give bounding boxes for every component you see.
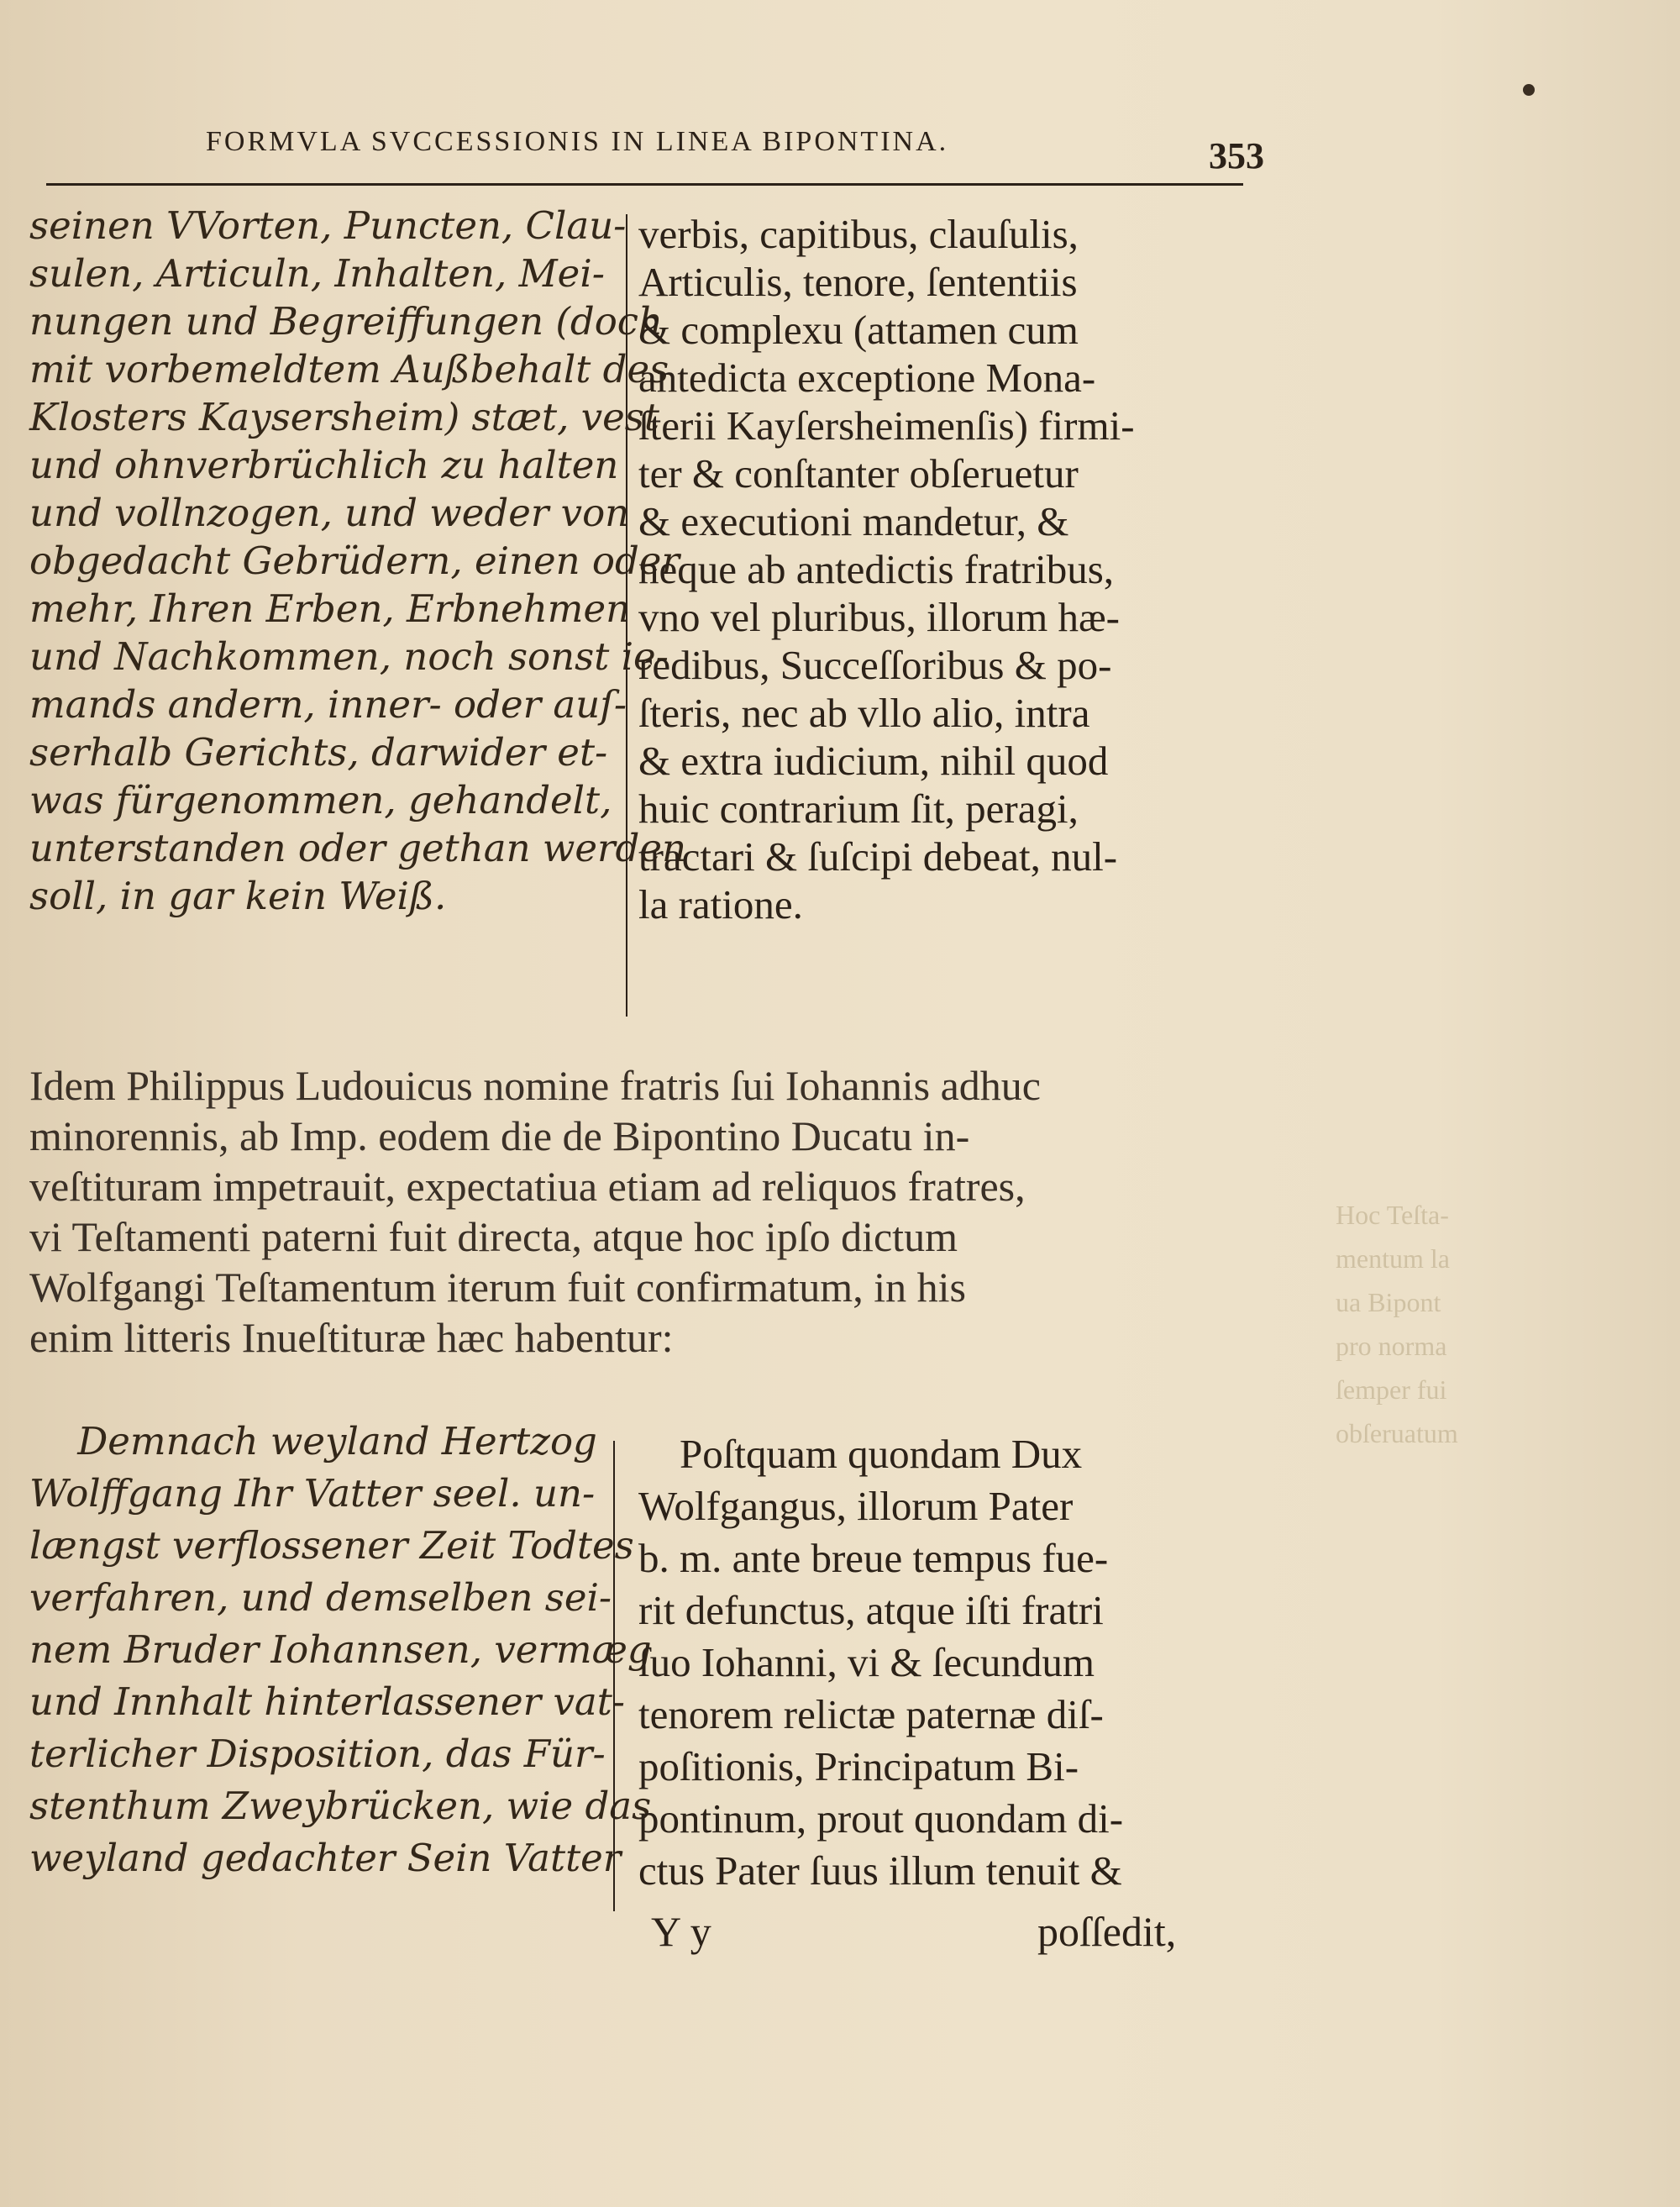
page-header — [206, 126, 1264, 176]
german-line: længst verflossener Zeit Todtes — [29, 1523, 634, 1568]
ink-spot — [1523, 84, 1535, 96]
paragraph-line: minorennis, ab Imp. eodem die de Bipontino Ducatu in- — [29, 1112, 970, 1159]
bleed-through-text — [1336, 1193, 1504, 1455]
german-line: Klosters Kaysersheim) stæt, vest — [29, 395, 659, 439]
latin-line: ſteris, nec ab vllo alio, intra — [638, 690, 1090, 736]
latin-line: pontinum, prout quondam di- — [638, 1795, 1124, 1842]
german-line: obgedacht Gebrüdern, einen oder — [29, 539, 680, 583]
latin-line: ctus Pater ſuus illum tenuit & — [638, 1847, 1122, 1894]
column-divider-2 — [613, 1441, 615, 1911]
german-line: unterstanden oder gethan werden — [29, 826, 686, 870]
body-paragraph — [29, 1060, 1231, 1363]
german-line: mit vorbemeldtem Außbehalt des — [29, 347, 669, 391]
german-line: stenthum Zweybrücken, wie das — [29, 1784, 652, 1828]
page-number: 353 — [1209, 135, 1264, 176]
latin-line: neque ab antedictis fratribus, — [638, 546, 1115, 592]
running-title: FORMVLA SVCCESSIONIS IN LINEA BIPONTINA. — [206, 126, 949, 157]
german-line: und vollnzogen, und weder von — [29, 491, 630, 535]
header-rule — [46, 183, 1243, 186]
german-line: mehr, Ihren Erben, Erbnehmen — [29, 586, 631, 631]
german-line: mands andern, inner- oder auſ- — [29, 682, 627, 727]
german-line: sulen, Articuln, Inhalten, Mei- — [29, 251, 605, 296]
latin-line: & extra iudicium, nihil quod — [638, 738, 1109, 784]
column-divider-1 — [626, 214, 627, 1017]
latin-column-2 — [638, 1428, 1226, 1897]
latin-line: antedicta exceptione Mona- — [638, 355, 1096, 401]
german-line: was fürgenommen, gehandelt, — [29, 778, 612, 822]
bleed-line: obſeruatum — [1336, 1418, 1458, 1448]
latin-line: vno vel pluribus, illorum hæ- — [638, 594, 1120, 640]
german-line: weyland gedachter Sein Vatter — [29, 1836, 622, 1880]
german-line: verfahren, und demselben sei- — [29, 1575, 612, 1620]
latin-line: tractari & ſuſcipi debeat, nul- — [638, 833, 1118, 880]
signature-mark: Y y — [651, 1908, 711, 1955]
paragraph-line: Idem Philippus Ludouicus nomine fratris ſui Iohannis adhuc — [29, 1062, 1041, 1109]
catchword: poſſedit, — [1037, 1908, 1177, 1955]
latin-line: & executioni mandetur, & — [638, 498, 1069, 544]
german-line: Wolffgang Ihr Vatter seel. un- — [29, 1471, 596, 1516]
latin-line: b. m. ante breue tempus fue- — [638, 1535, 1109, 1581]
latin-line: redibus, Succeſſoribus & po- — [638, 642, 1112, 688]
german-line: soll, in gar kein Weiß. — [29, 874, 447, 918]
latin-line: & complexu (attamen cum — [638, 307, 1079, 353]
latin-column-1 — [638, 210, 1243, 928]
bleed-line: Hoc Teſta- — [1336, 1200, 1449, 1230]
latin-line: Wolfgangus, illorum Pater — [638, 1483, 1074, 1529]
german-line: und ohnverbrüchlich zu halten — [29, 443, 619, 487]
german-line: Demnach weyland Hertzog — [29, 1419, 597, 1463]
latin-line: huic contrarium ſit, peragi, — [638, 786, 1079, 832]
paragraph-line: Wolfgangi Teſtamentum iterum fuit confirmatum, in his — [29, 1264, 966, 1311]
latin-line: ter & conſtanter obſeruetur — [638, 450, 1079, 497]
german-line: seinen VVorten, Puncten, Clau- — [29, 203, 627, 248]
paragraph-line: veſtituram impetrauit, expectatiua etiam ad reliquos fratres, — [29, 1163, 1026, 1210]
bleed-line: pro norma — [1336, 1331, 1447, 1361]
german-line: und Nachkommen, noch sonst ie- — [29, 634, 669, 679]
latin-line: Articulis, tenore, ſententiis — [638, 259, 1078, 305]
bleed-line: ua Bipont — [1336, 1287, 1441, 1317]
german-line: und Innhalt hinterlassener vat- — [29, 1679, 625, 1724]
bleed-line: ſemper fui — [1336, 1374, 1447, 1405]
latin-line: verbis, capitibus, clauſulis, — [638, 211, 1079, 257]
latin-line: la ratione. — [638, 881, 803, 927]
german-line: nem Bruder Iohannsen, vermæg — [29, 1627, 652, 1672]
german-column-2 — [29, 1416, 652, 1884]
latin-line: poſitionis, Principatum Bi- — [638, 1743, 1079, 1789]
latin-line: ſuo Iohanni, vi & ſecundum — [638, 1639, 1095, 1685]
german-column-1 — [29, 202, 686, 920]
german-line: terlicher Disposition, das Für- — [29, 1731, 606, 1776]
latin-line: ſterii Kayſersheimenſis) firmi- — [638, 402, 1135, 449]
paragraph-line: enim litteris Inueſtituræ hæc habentur: — [29, 1314, 674, 1361]
latin-line: rit defunctus, atque iſti fratri — [638, 1587, 1104, 1633]
bleed-line: mentum la — [1336, 1243, 1450, 1274]
paragraph-line: vi Teſtamenti paterni fuit directa, atque hoc ipſo dictum — [29, 1213, 958, 1260]
latin-line: Poſtquam quondam Dux — [638, 1431, 1083, 1477]
german-line: nungen und Begreiffungen (doch — [29, 299, 663, 344]
latin-line: tenorem relictæ paternæ diſ- — [638, 1691, 1104, 1737]
german-line: serhalb Gerichts, darwider et- — [29, 730, 608, 775]
